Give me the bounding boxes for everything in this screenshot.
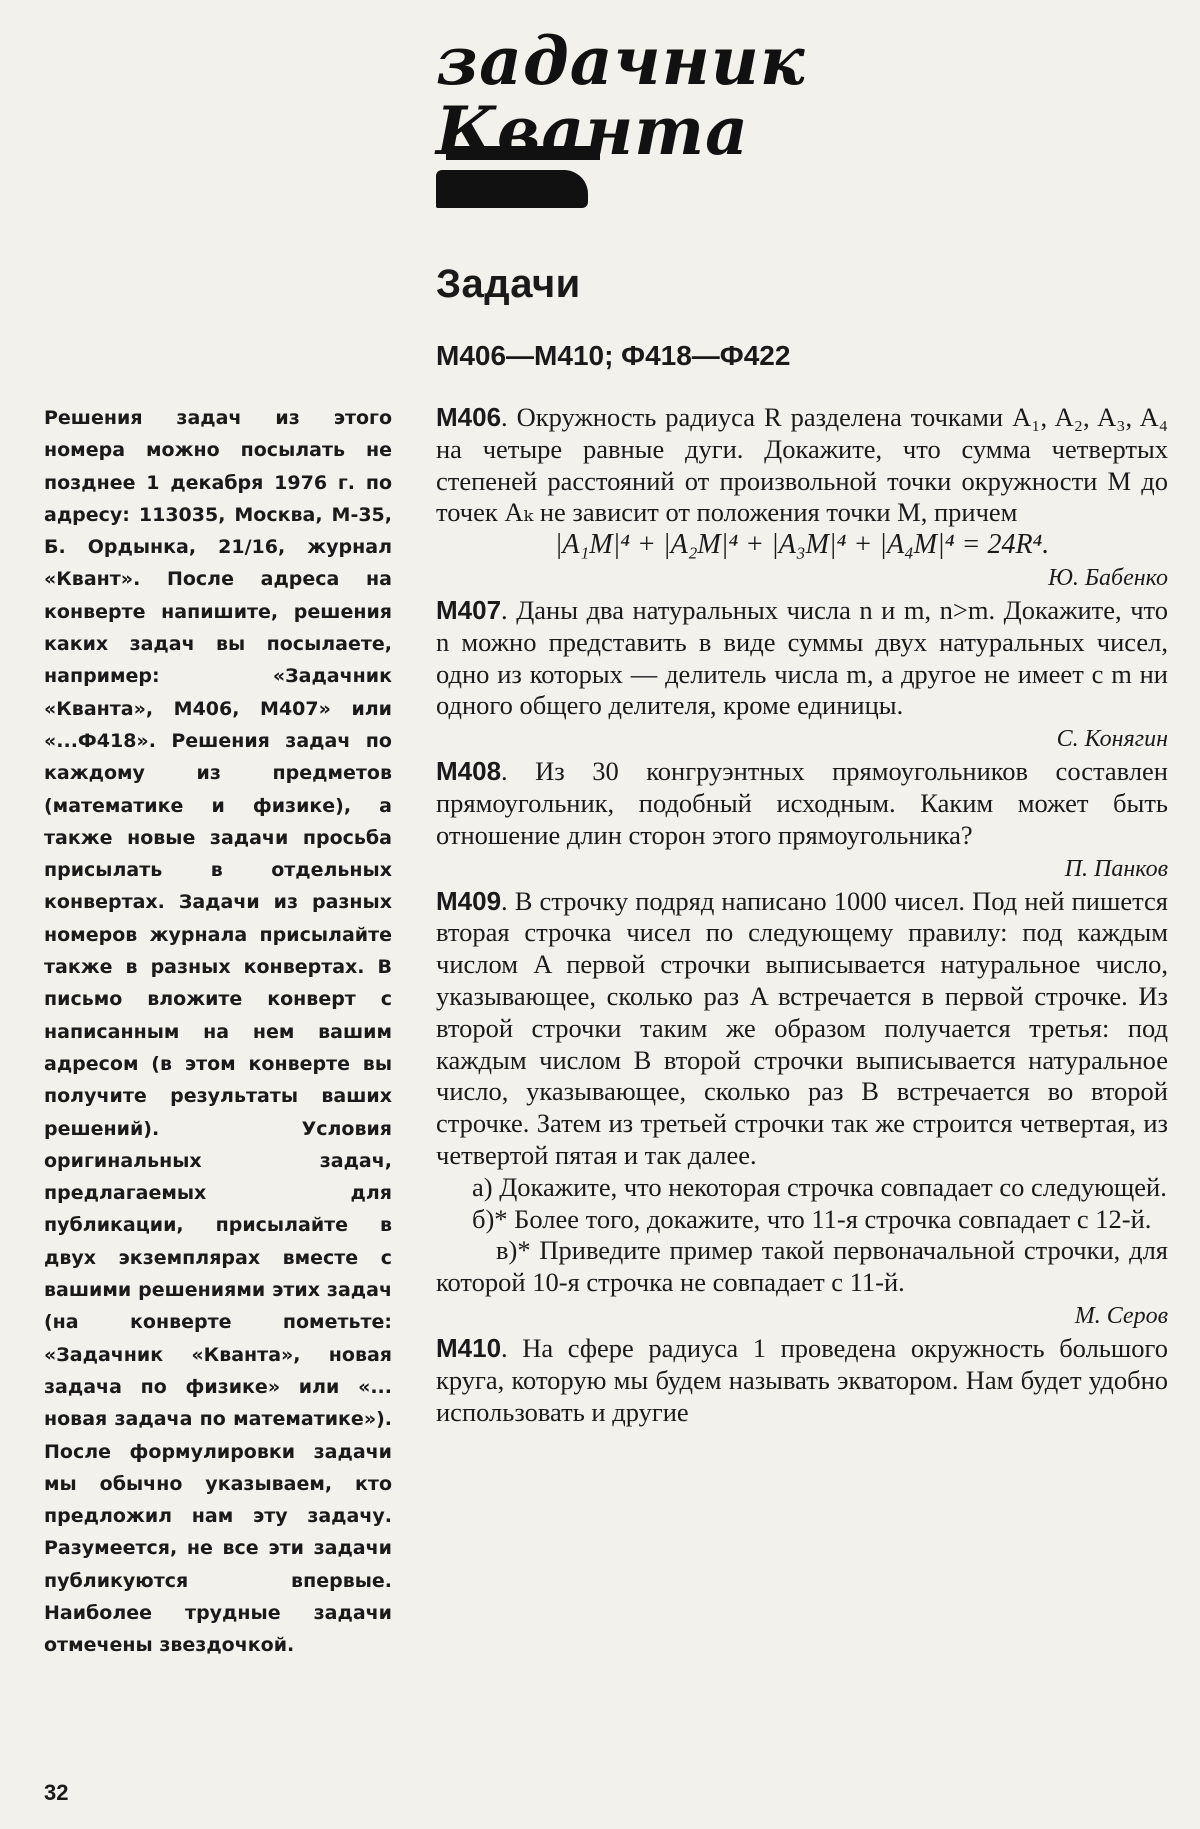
problem-part-b: б)* Более того, докажите, что 11-я строчка совпадает с 12-й. <box>472 1203 1152 1234</box>
logo-line-2: Кванта <box>436 92 749 170</box>
problem-formula: |A₁M|⁴ + |A₂M|⁴ + |A₃M|⁴ + |A₄M|⁴ = 24R⁴. <box>554 529 1050 561</box>
section-title: Задачи <box>436 262 581 306</box>
problem-author: П. Панков <box>1064 855 1168 882</box>
magazine-section-logo <box>436 22 816 170</box>
problem-author: Ю. Бабенко <box>1048 564 1168 591</box>
problem-m410 <box>436 1333 1168 1428</box>
problem-id: М406 <box>436 402 502 432</box>
problem-m407 <box>436 595 1168 756</box>
problem-text: . Из 30 конгруэнтных прямоугольников составлен прямоугольник, подобный исходным. Каким может быть отношение длин сторон этого прямоугольника? <box>436 756 1168 850</box>
problem-range: М406—М410; Ф418—Ф422 <box>436 340 791 371</box>
problem-part-c: в)* Приведите пример такой первоначальной строчки, для которой 10-я строчка не совпадает с 11-й. <box>436 1235 1168 1298</box>
logo-line-1: задачник <box>436 22 806 100</box>
problem-id: М408 <box>436 756 502 787</box>
problem-id: М410 <box>436 1332 502 1363</box>
problem-text: . На сфере радиуса 1 проведена окружность большого круга, которую мы будем называть экватором. Нам будет удобно использовать и другие <box>436 1332 1168 1427</box>
problem-id: М407 <box>436 594 502 625</box>
submission-instructions: Решения задач из этого номера можно посылать не позднее 1 декабря 1976 г. по адресу: 113035, Москва, М-35, Б. Ордынка, 21/16, журнал «Квант». После адреса на конверте напишите, решения каких задач вы посылаете, например: «Задачник «Кванта», М406, М407» или «...Ф418». Решения задач по каждому из предметов (математике и физике), а также новые задачи просьба присылать в отдельных конвертах. Задачи из разных номеров журнала присылайте также в разных конвертах. В письмо вложите конверт с написанным на нем вашим адресом (в этом конверте вы получите результаты ваших решений). Условия оригинальных задач, предлагаемых для публикации, присылайте в двух экземплярах вместе с вашими решениями этих задач (на конверте пометьте: «Задачник «Кванта», новая задача по физике» или «... новая задача по математике»). После формулировки задачи мы обычно указываем, кто предложил нам эту задачу. Разумеется, не все эти задачи публикуются впервые. Наиболее трудные задачи отмечены звездочкой. <box>44 407 392 1657</box>
problem-part-a: а) Докажите, что некоторая строчка совпадает со следующей. <box>472 1171 1167 1202</box>
problem-text: . В строчку подряд написано 1000 чисел. Под ней пишется вторая строчка чисел по следующему правилу: под каждым числом A первой строчки выписывается натуральное число, указывающее, сколько раз A встречается в первой строчке. Из второй строчки таким же образом получается третья: под каждым числом B второй строчки выписывается натуральное число, указывающее, сколько раз B встречается во второй строчке. Затем из третьей строчки так же строится четвертая, из четвертой пятая и так далее. <box>436 885 1168 1170</box>
page-number: 32 <box>44 1780 69 1805</box>
problem-author: С. Конягин <box>1056 726 1168 753</box>
problem-id: М409 <box>436 885 502 916</box>
problem-m409 <box>436 886 1168 1333</box>
problem-m406 <box>436 402 1168 595</box>
problem-m408 <box>436 756 1168 885</box>
problem-text: . Окружность радиуса R разделена точками A₁, A₂, A₃, A₄ на четыре равные дуги. Докажите, что сумма четвертых степеней расстояний от произвольной точки окружности M до точек Aₖ не зависит от положения точки M, причем <box>436 402 1168 528</box>
problem-author: М. Серов <box>1074 1302 1168 1329</box>
problem-list <box>436 402 1168 1428</box>
logo-block-decoration <box>436 170 588 208</box>
problem-text: . Даны два натуральных числа n и m, n>m. Докажите, что n можно представить в виде суммы двух натуральных чисел, одно из которых — делитель числа m, а другое не имеет с m ни одного общего делителя, кроме единицы. <box>436 594 1168 721</box>
